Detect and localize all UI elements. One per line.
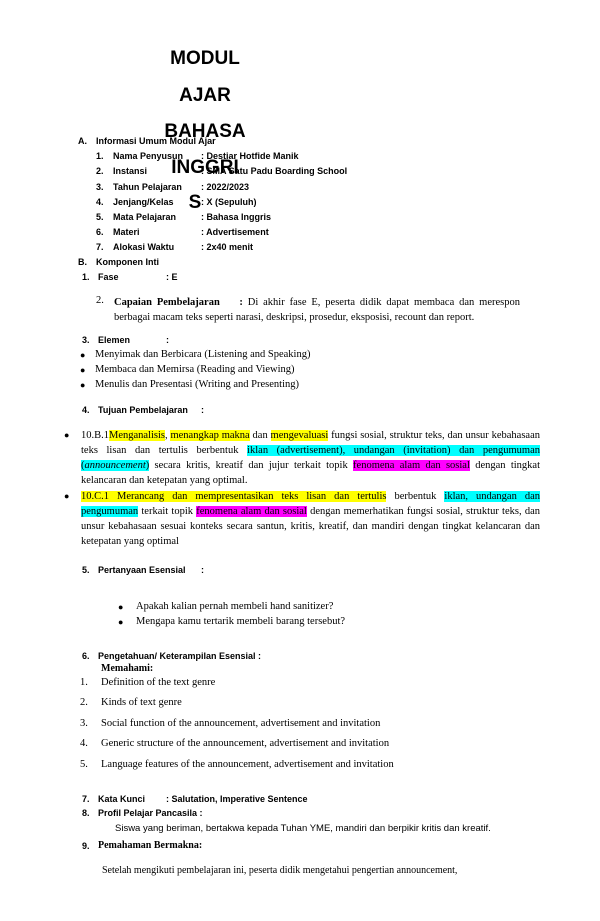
elemen-item: Membaca dan Memirsa (Reading and Viewing) <box>95 364 295 375</box>
tp1-hl-analisis: Menganalisis <box>109 430 166 441</box>
title-line-4: INGGRI <box>171 157 239 178</box>
tujuan-label: Tujuan Pembelajaran <box>98 405 188 415</box>
title-line-1: MODUL <box>170 48 240 69</box>
tujuan-paragraph-1 <box>81 428 540 488</box>
pengetahuan-item: Language features of the announcement, advertisement and invitation <box>101 759 394 770</box>
tp2-hl-fenomena: fenomena alam dan sosial <box>196 506 307 517</box>
capaian-text: Di akhir fase E, peserta didik dapat membaca dan merespon berbagai macam teks seperti narasi, deskripsi, prosedur, eksposisi, recount dan report. <box>114 297 521 323</box>
tp1-text: , <box>165 430 171 441</box>
elemen-item: Menyimak dan Berbicara (Listening and Speaking) <box>95 349 311 360</box>
tp1-hl-announcement: announcement <box>84 460 146 471</box>
info-value: : 2022/2023 <box>201 182 250 192</box>
info-number: 1. <box>96 151 104 161</box>
pengetahuan-item: Definition of the text genre <box>101 677 216 688</box>
fase-value: : E <box>166 272 178 282</box>
elemen-colon: : <box>166 335 169 345</box>
tp2-text: terkait topik <box>138 506 197 517</box>
info-number: 3. <box>96 182 104 192</box>
info-value: : X (Sepuluh) <box>201 197 257 207</box>
capaian-number: 2. <box>96 295 104 306</box>
tp1-text: dan <box>249 430 271 441</box>
section-a-marker: A. <box>78 136 87 146</box>
info-number: 2. <box>96 166 104 176</box>
info-label: Tahun Pelajaran <box>113 182 182 192</box>
kata-number: 7. <box>82 794 90 804</box>
fase-label: Fase <box>98 272 119 282</box>
info-value: : SMA Satu Padu Boarding School <box>201 166 348 176</box>
tp2-hl-iklan: iklan, undangan dan pengumuman <box>81 491 540 517</box>
info-label: Jenjang/Kelas <box>113 197 174 207</box>
pengetahuan-number: 6. <box>82 651 90 661</box>
info-label: Mata Pelajaran <box>113 212 177 222</box>
pengetahuan-label: Pengetahuan/ Keterampilan Esensial : <box>98 651 262 661</box>
bullet-icon: ● <box>118 602 124 612</box>
title-line-2: AJAR <box>179 85 231 106</box>
pengetahuan-item-number: 5. <box>80 759 88 770</box>
bullet-icon: ● <box>64 491 70 501</box>
tp1-hl-evaluasi: mengevaluasi <box>270 430 329 441</box>
section-b-heading: Komponen Inti <box>96 257 159 267</box>
info-label: Alokasi Waktu <box>113 242 175 252</box>
pengetahuan-item: Generic structure of the announcement, advertisement and invitation <box>101 738 390 749</box>
pertanyaan-number: 5. <box>82 565 90 575</box>
tp2-text: berbentuk <box>386 491 445 502</box>
pemahaman-label: Pemahaman Bermakna: <box>98 840 203 851</box>
profil-text: Siswa yang beriman, bertakwa kepada Tuhan YME, mandiri dan berpikir kritis dan kreatif. <box>115 823 491 834</box>
section-a-heading: Informasi Umum Modul Ajar <box>96 136 216 146</box>
bullet-icon: ● <box>64 430 70 440</box>
tp1-hl-fenomena: fenomena alam dan sosial <box>353 460 470 471</box>
tujuan-colon: : <box>201 405 204 415</box>
bullet-icon: ● <box>118 617 124 627</box>
tp1-text: secara kritis, kreatif dan jujur terkait topik <box>149 460 354 471</box>
bullet-icon: ● <box>80 380 86 390</box>
pemahaman-number: 9. <box>82 841 90 851</box>
pengetahuan-item-number: 2. <box>80 697 88 708</box>
info-value: : Advertisement <box>201 227 269 237</box>
title-line-3: BAHASA <box>164 121 246 142</box>
pengetahuan-item-number: 1. <box>80 677 88 688</box>
fase-number: 1. <box>82 272 90 282</box>
capaian-colon: : <box>239 297 243 308</box>
tp2-text: dengan memerhatikan fungsi sosial, struktur teks, dan unsur kebahasaan sesuai konteks secara santun, kritis, kreatif, dan mandiri dengan tingkat kelancaran dan ketepatan yang optimal <box>81 506 540 547</box>
tujuan-paragraph-2 <box>81 489 540 549</box>
info-value: : Destiar Hotfide Manik <box>201 151 299 161</box>
info-label: Materi <box>113 227 140 237</box>
kata-label: Kata Kunci <box>98 794 146 804</box>
tujuan-number: 4. <box>82 405 90 415</box>
info-value: : 2x40 menit <box>201 242 254 252</box>
kata-value: : Salutation, Imperative Sentence <box>166 794 308 804</box>
pengetahuan-item: Social function of the announcement, advertisement and invitation <box>101 718 381 729</box>
info-number: 7. <box>96 242 104 252</box>
pemahaman-text: Setelah mengikuti pembelajaran ini, peserta didik mengetahui pengertian announcement, <box>102 865 458 876</box>
capaian-paragraph <box>114 295 520 325</box>
info-number: 5. <box>96 212 104 222</box>
tp1-hl-paren: ) <box>145 460 150 471</box>
profil-number: 8. <box>82 808 90 818</box>
pengetahuan-item-number: 4. <box>80 738 88 749</box>
tp1-code: 10.B.1 <box>81 430 110 441</box>
info-label: Instansi <box>113 166 148 176</box>
pengetahuan-sub: Memahami: <box>101 663 154 674</box>
pertanyaan-colon: : <box>201 565 204 575</box>
info-label: Nama Penyusun <box>113 151 184 161</box>
bullet-icon: ● <box>80 350 86 360</box>
pertanyaan-label: Pertanyaan Esensial <box>98 565 186 575</box>
tp1-hl-iklan: iklan (advertisement), undangan (invitation) dan pengumuman ( <box>81 445 540 471</box>
tp1-text: dengan tingkat kelancaran dan ketepatan yang optimal. <box>81 460 540 486</box>
tp2-hl-merancang: 10.C.1 Merancang dan mempresentasikan teks lisan dan tertulis <box>81 491 387 502</box>
info-number: 4. <box>96 197 104 207</box>
elemen-number: 3. <box>82 335 90 345</box>
elemen-item: Menulis dan Presentasi (Writing and Presenting) <box>95 379 299 390</box>
pengetahuan-item: Kinds of text genre <box>101 697 182 708</box>
info-value: : Bahasa Inggris <box>201 212 272 222</box>
pertanyaan-item: Apakah kalian pernah membeli hand sanitizer? <box>136 601 334 612</box>
profil-label: Profil Pelajar Pancasila : <box>98 808 203 818</box>
title-line-5: S <box>188 192 202 213</box>
pertanyaan-item: Mengapa kamu tertarik membeli barang tersebut? <box>136 616 346 627</box>
pengetahuan-item-number: 3. <box>80 718 88 729</box>
tp1-text: fungsi sosial, struktur teks, dan unsur kebahasaan teks lisan dan tertulis berbentuk <box>81 430 540 456</box>
section-b-marker: B. <box>78 257 87 267</box>
elemen-label: Elemen <box>98 335 131 345</box>
info-number: 6. <box>96 227 104 237</box>
tp1-hl-makna: menangkap makna <box>170 430 250 441</box>
capaian-label: Capaian Pembelajaran <box>114 297 220 308</box>
bullet-icon: ● <box>80 365 86 375</box>
